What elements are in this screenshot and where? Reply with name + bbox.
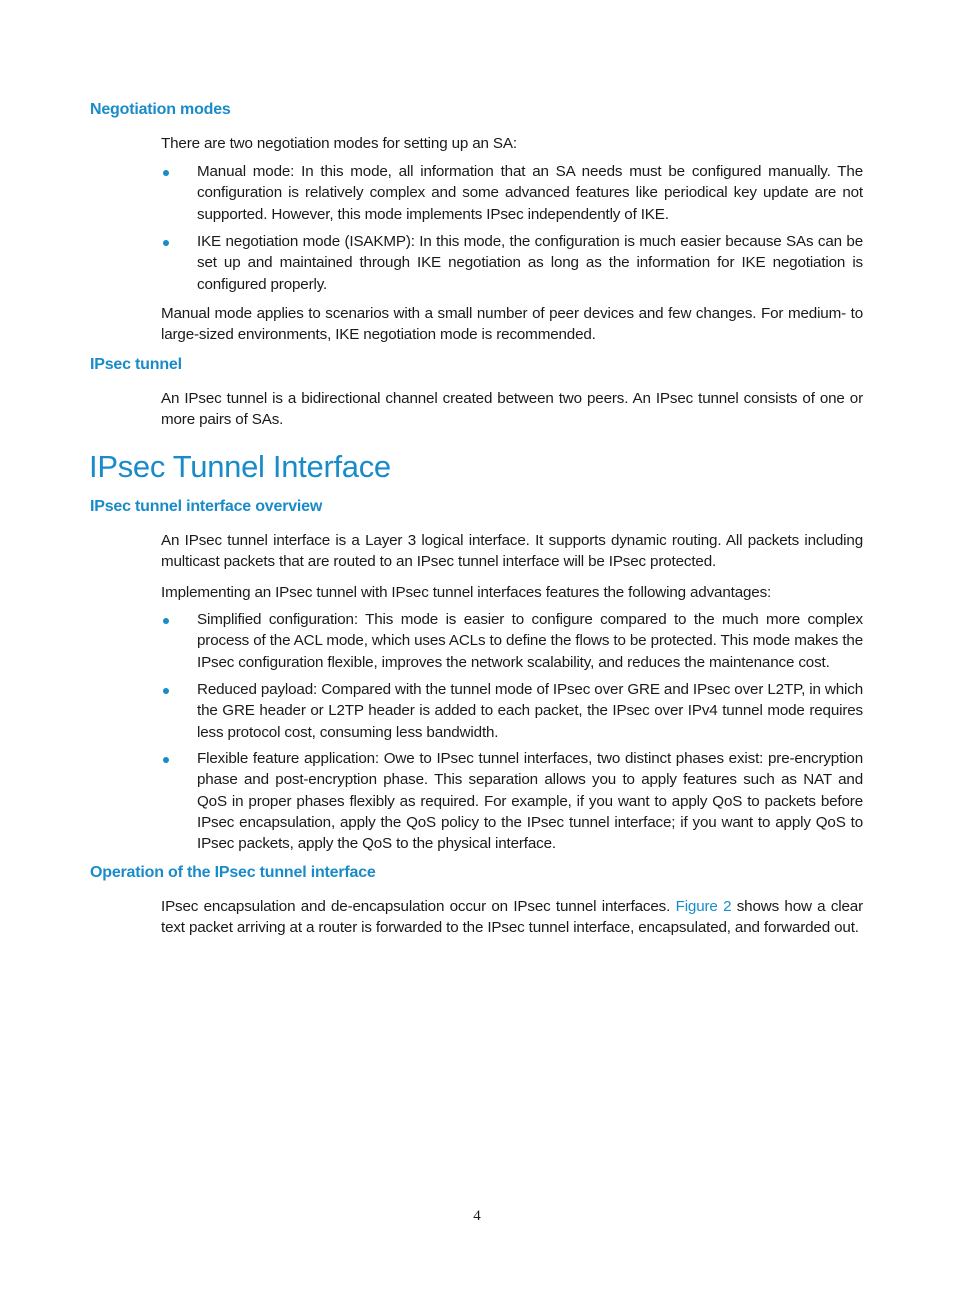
negotiation-closing: Manual mode applies to scenarios with a small number of peer devices and few changes. For medium- to large-sized environments, IKE negotiation mode is recommended. bbox=[161, 305, 863, 344]
list-item-simplified-configuration: Simplified configuration: This mode is easier to configure compared to the much more complex process of the ACL mode, which uses ACLs to define the flows to be protected. This mode makes the IPsec configuration flexible, improves the network scalability, and reduces the maintenance cost. bbox=[197, 611, 863, 671]
bullet-dot bbox=[163, 240, 169, 246]
page-number: 4 bbox=[473, 1208, 481, 1224]
heading-operation: Operation of the IPsec tunnel interface bbox=[90, 864, 376, 881]
bullet-dot bbox=[163, 688, 169, 694]
operation-body bbox=[161, 896, 863, 939]
list-item-reduced-payload: Reduced payload: Compared with the tunnel mode of IPsec over GRE and IPsec over L2TP, in which the GRE header or L2TP header is added to each packet, the IPsec over IPv4 tunnel mode requires less protocol cost, consuming less bandwidth. bbox=[197, 681, 863, 741]
heading-overview: IPsec tunnel interface overview bbox=[90, 498, 323, 515]
ipsec-tunnel-body: An IPsec tunnel is a bidirectional channel created between two peers. An IPsec tunnel consists of one or more pairs of SAs. bbox=[161, 390, 863, 429]
figure-2-link[interactable]: Figure 2 bbox=[675, 898, 732, 915]
negotiation-intro: There are two negotiation modes for setting up an SA: bbox=[161, 135, 517, 152]
section-title-ipsec-tunnel-interface: IPsec Tunnel Interface bbox=[89, 449, 391, 484]
overview-para-1: An IPsec tunnel interface is a Layer 3 logical interface. It supports dynamic routing. All packets including multicast packets that are routed to an IPsec tunnel interface will be IPsec protected. bbox=[161, 532, 863, 571]
overview-para-2: Implementing an IPsec tunnel with IPsec tunnel interfaces features the following advantages: bbox=[161, 584, 772, 601]
heading-negotiation-modes: Negotiation modes bbox=[90, 101, 231, 118]
bullet-dot bbox=[163, 618, 169, 624]
bullet-dot bbox=[163, 757, 169, 763]
bullet-dot bbox=[163, 170, 169, 176]
operation-text-after: shows how a clear text packet arriving at a router is forwarded to the IPsec tunnel interface, encapsulated, and forwarded out. bbox=[161, 898, 863, 937]
heading-ipsec-tunnel: IPsec tunnel bbox=[90, 356, 182, 373]
operation-text-before: IPsec encapsulation and de-encapsulation occur on IPsec tunnel interfaces. bbox=[161, 898, 676, 915]
list-item-flexible-feature: Flexible feature application: Owe to IPsec tunnel interfaces, two distinct phases exist: pre-encryption phase and post-encryption phase. This separation allows you to apply features such as NAT and QoS in proper phases flexibly as required. For example, if you want to apply QoS to packets before IPsec encapsulation, apply the QoS policy to the IPsec tunnel interface; if you want to apply QoS to IPsec packets, apply the QoS to the physical interface. bbox=[197, 750, 863, 853]
list-item-ike-mode: IKE negotiation mode (ISAKMP): In this mode, the configuration is much easier because SAs can be set up and maintained through IKE negotiation as long as the information for IKE negotiation is configured properly. bbox=[197, 233, 863, 293]
list-item-manual-mode: Manual mode: In this mode, all information that an SA needs must be configured manually. The configuration is relatively complex and some advanced features like periodical key update are not supported. However, this mode implements IPsec independently of IKE. bbox=[197, 163, 863, 223]
